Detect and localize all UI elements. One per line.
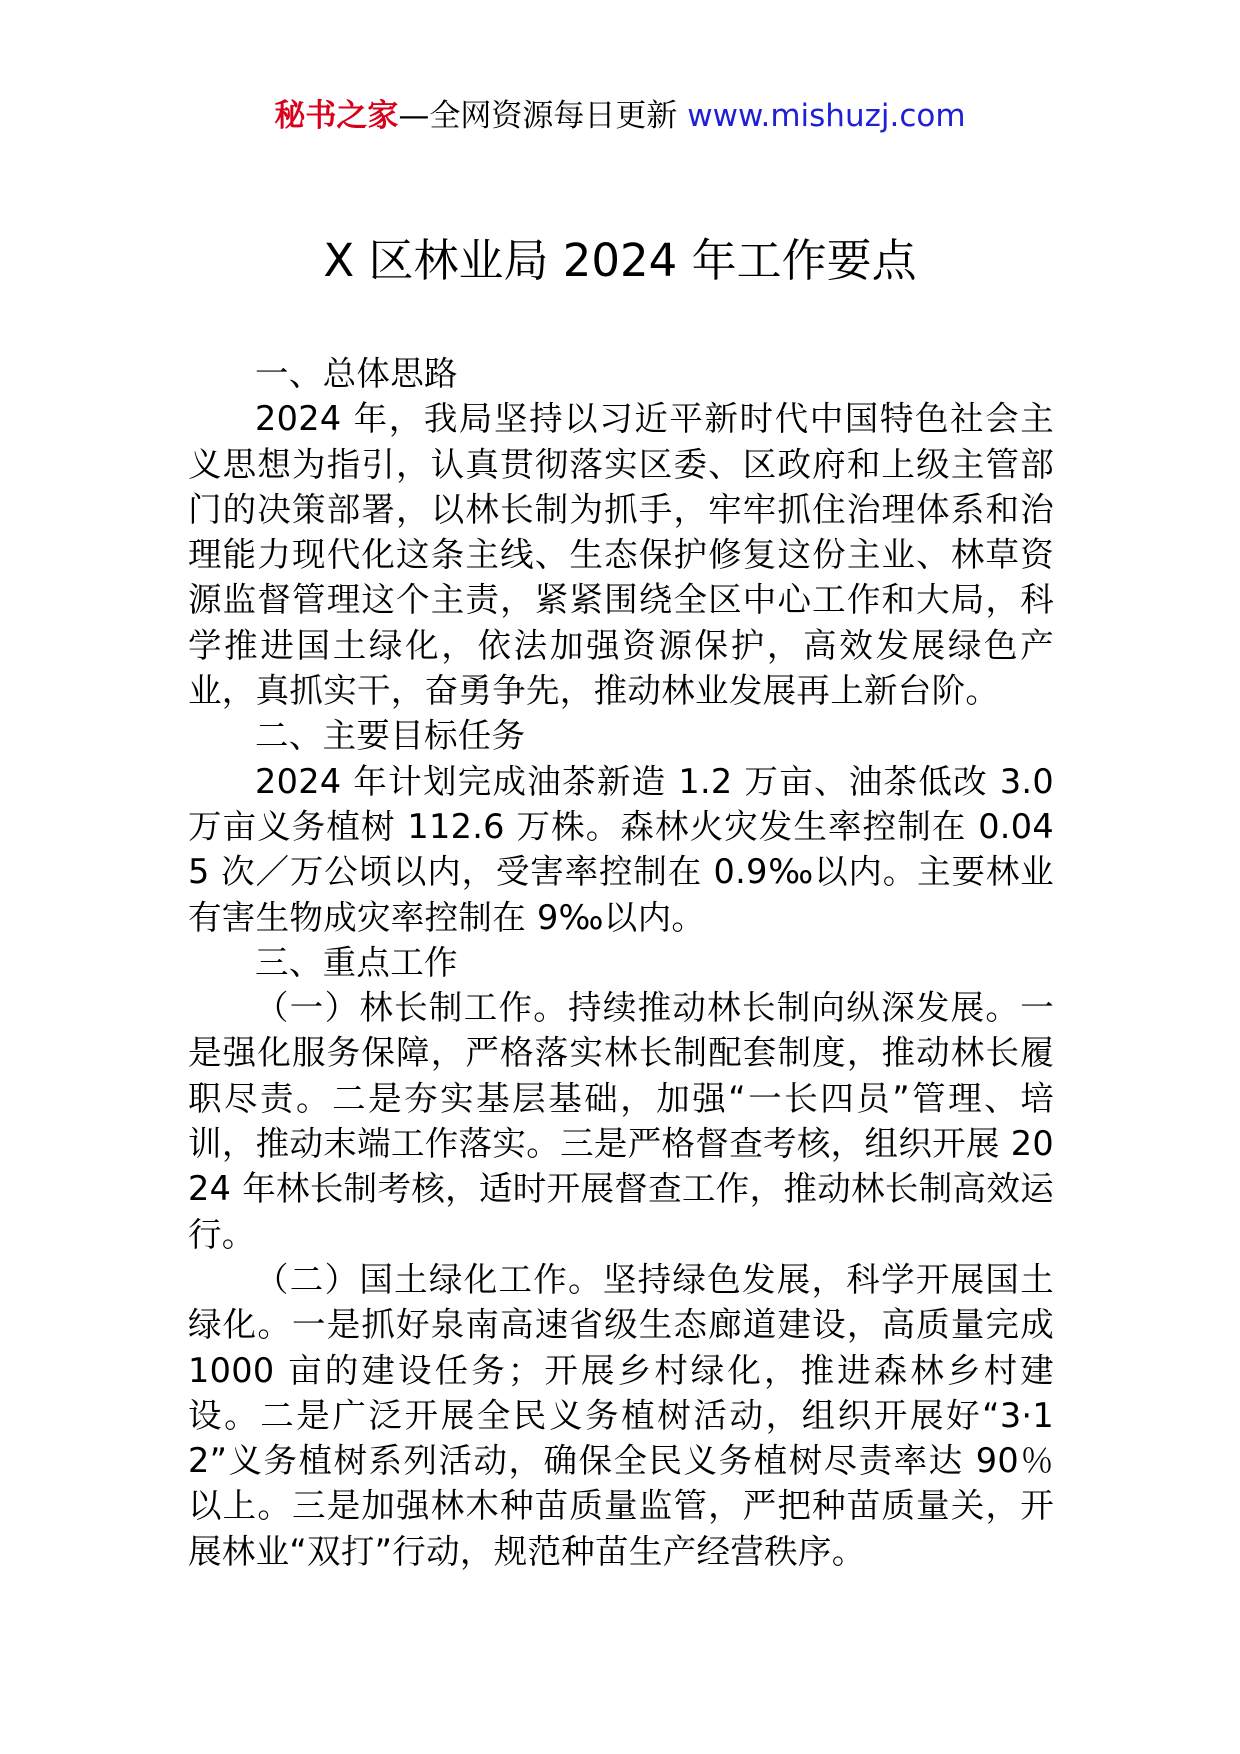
section-heading-key-work: 三、重点工作: [255, 942, 458, 982]
paragraph-targets: 2024 年计划完成油茶新造 1.2 万亩、油茶低改 3.0 万亩义务植树 112.6 万株。森林火灾发生率控制在 0.045 次／万公顷以内，受害率控制在 0.9‰以内。主要林业有害生物成灾率控制在 9‰以内。: [188, 761, 1054, 937]
paragraph-forest-chief-system: （一）林长制工作。持续推动林长制向纵深发展。一是强化服务保障，严格落实林长制配套制度，推动林长履职尽责。二是夯实基层基础，加强“一长四员”管理、培训，推动末端工作落实。三是严格督查考核，组织开展 2024 年林长制考核，适时开展督查工作，推动林长制高效运行。: [188, 988, 1054, 1254]
paragraph-land-greening: （二）国土绿化工作。坚持绿色发展，科学开展国土绿化。一是抓好泉南高速省级生态廊道建设，高质量完成 1000 亩的建设任务；开展乡村绿化，推进森林乡村建设。二是广泛开展全民义务植树活动，组织开展好“3·12”义务植树系列活动，确保全民义务植树尽责率达 90％以上。三是加强林木种苗质量监管，严把种苗质量关，开展林业“双打”行动，规范种苗生产经营秩序。: [188, 1259, 1054, 1571]
banner-url-link[interactable]: www.mishuzj.com: [677, 98, 966, 134]
document-title: X 区林业局 2024 年工作要点: [323, 234, 917, 287]
section-heading-targets: 二、主要目标任务: [255, 716, 526, 756]
paragraph-overall-approach: 2024 年，我局坚持以习近平新时代中国特色社会主义思想为指引，认真贯彻落实区委、区政府和上级主管部门的决策部署，以林长制为抓手，牢牢抓住治理体系和治理能力现代化这条主线、生态保护修复这份主业、林草资源监督管理这个主责，紧紧围绕全区中心工作和大局，科学推进国土绿化，依法加强资源保护，高效发展绿色产业，真抓实干，奋勇争先，推动林业发展再上新台阶。: [188, 399, 1054, 711]
site-banner: [0, 96, 1240, 136]
section-heading-overall: 一、总体思路: [255, 354, 458, 393]
document-body: [188, 351, 1054, 1574]
banner-brand: 秘书之家: [274, 98, 399, 134]
banner-slogan: —全网资源每日更新: [398, 98, 678, 134]
